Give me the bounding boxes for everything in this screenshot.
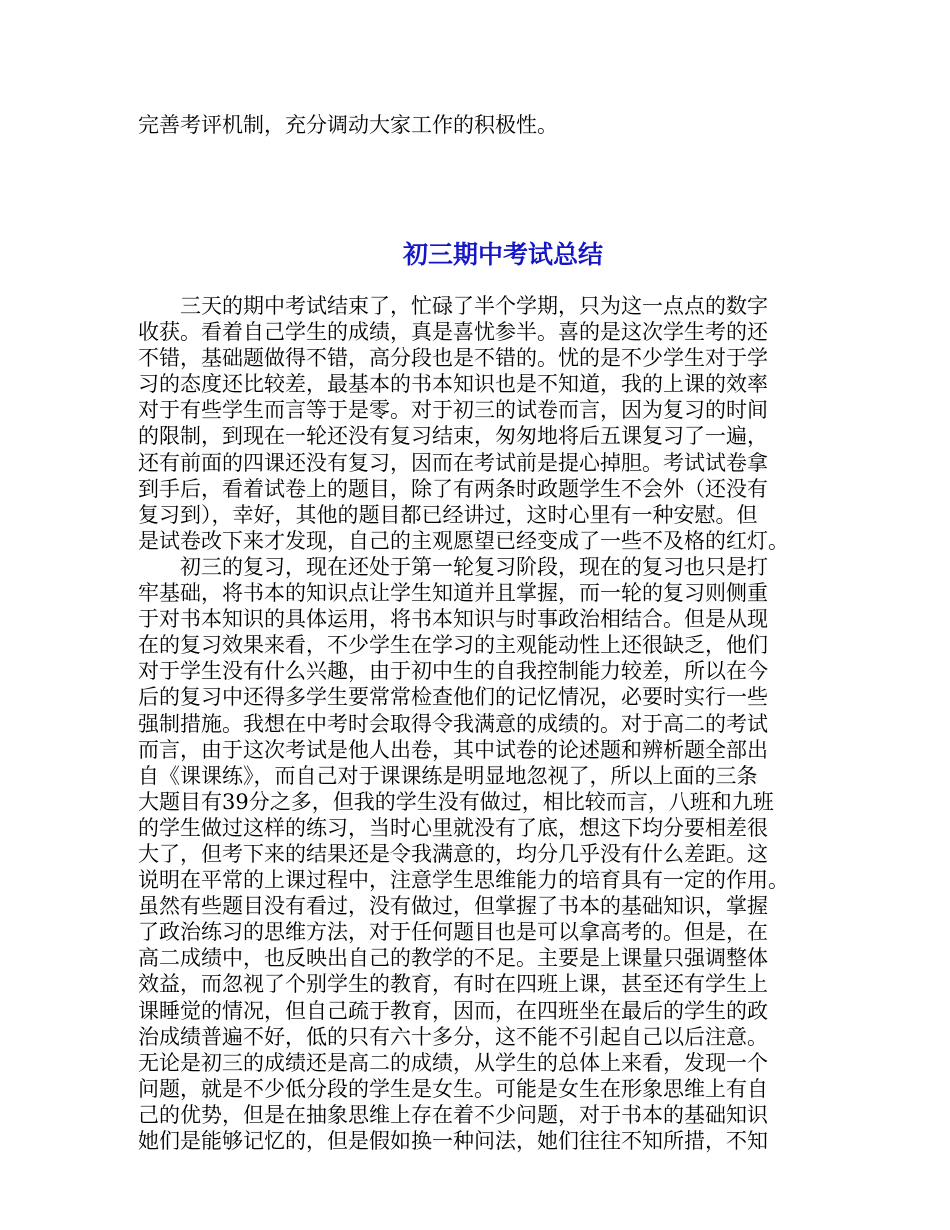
body-line: 于对书本知识的具体运用，将书本知识与时事政治相结合。但是从现 xyxy=(138,607,768,632)
body-line: 说明在平常的上课过程中，注意学生思维能力的培育具有一定的作用。 xyxy=(138,868,789,893)
body-line: 她们是能够记忆的，但是假如换一种问法，她们往往不知所措，不知 xyxy=(138,1129,768,1153)
body-line: 对于有些学生而言等于是零。对于初三的试卷而言，因为复习的时间 xyxy=(138,398,768,423)
body-line: 到手后，看着试卷上的题目，除了有两条时政题学生不会外（还没有 xyxy=(138,476,768,501)
body-line: 问题，就是不少低分段的学生是女生。可能是女生在形象思维上有自 xyxy=(138,1076,768,1101)
body-line: 虽然有些题目没有看过，没有做过，但掌握了书本的基础知识，掌握 xyxy=(138,894,768,919)
article-title: 初三期中考试总结 xyxy=(402,240,603,269)
body-line: 了政治练习的思维方法，对于任何题目也是可以拿高考的。但是，在 xyxy=(138,920,768,945)
body-line: 大题目有39分之多，但我的学生没有做过，相比较而言，八班和九班 xyxy=(138,789,774,814)
body-line: 治成绩普遍不好，低的只有六十多分，这不能不引起自己以后注意。 xyxy=(138,1024,768,1049)
body-line: 后的复习中还得多学生要常常检查他们的记忆情况，必要时实行一些 xyxy=(138,685,768,710)
body-line: 而言，由于这次考试是他人出卷，其中试卷的论述题和辨析题全部出 xyxy=(138,737,768,762)
body-line: 初三的复习，现在还处于第一轮复习阶段，现在的复习也只是打 xyxy=(138,554,768,579)
body-line: 牢基础，将书本的知识点让学生知道并且掌握，而一轮的复习则侧重 xyxy=(138,581,768,606)
carryover-paragraph: 完善考评机制，充分调动大家工作的积极性。 xyxy=(138,113,558,137)
article-body xyxy=(138,293,806,1154)
body-line: 课睡觉的情况，但自己疏于教育，因而，在四班坐在最后的学生的政 xyxy=(138,998,768,1023)
body-line: 高二成绩中，也反映出自己的教学的不足。主要是上课量只强调整体 xyxy=(138,946,768,971)
body-line: 还有前面的四课还没有复习，因而在考试前是提心掉胆。考试试卷拿 xyxy=(138,450,768,475)
body-line: 收获。看着自己学生的成绩，真是喜忧参半。喜的是这次学生考的还 xyxy=(138,320,768,345)
body-line: 己的优势，但是在抽象思维上存在着不少问题，对于书本的基础知识 xyxy=(138,1102,768,1127)
body-line: 对于学生没有什么兴趣，由于初中生的自我控制能力较差，所以在今 xyxy=(138,659,768,684)
body-line: 效益，而忽视了个别学生的教育，有时在四班上课，甚至还有学生上 xyxy=(138,972,768,997)
body-line: 的学生做过这样的练习，当时心里就没有了底，想这下均分要相差很 xyxy=(138,815,768,840)
body-line: 的限制，到现在一轮还没有复习结束，匆匆地将后五课复习了一遍， xyxy=(138,424,768,449)
body-line: 强制措施。我想在中考时会取得令我满意的成绩的。对于高二的考试 xyxy=(138,711,768,736)
body-line: 在的复习效果来看，不少学生在学习的主观能动性上还很缺乏，他们 xyxy=(138,633,768,658)
body-line: 复习到），幸好，其他的题目都已经讲过，这时心里有一种安慰。但 xyxy=(138,502,758,527)
body-line: 不错，基础题做得不错，高分段也是不错的。忧的是不少学生对于学 xyxy=(138,346,768,371)
body-line: 三天的期中考试结束了，忙碌了半个学期，只为这一点点的数字 xyxy=(138,294,768,318)
body-line: 自《课课练》，而自己对于课课练是明显地忽视了，所以上面的三条 xyxy=(138,763,758,788)
body-line: 无论是初三的成绩还是高二的成绩，从学生的总体上来看，发现一个 xyxy=(138,1050,768,1075)
body-line: 是试卷改下来才发现，自己的主观愿望已经变成了一些不及格的红灯。 xyxy=(138,528,789,553)
body-line: 大了，但考下来的结果还是令我满意的，均分几乎没有什么差距。这 xyxy=(138,841,768,866)
body-line: 习的态度还比较差，最基本的书本知识也是不知道，我的上课的效率 xyxy=(138,372,768,397)
